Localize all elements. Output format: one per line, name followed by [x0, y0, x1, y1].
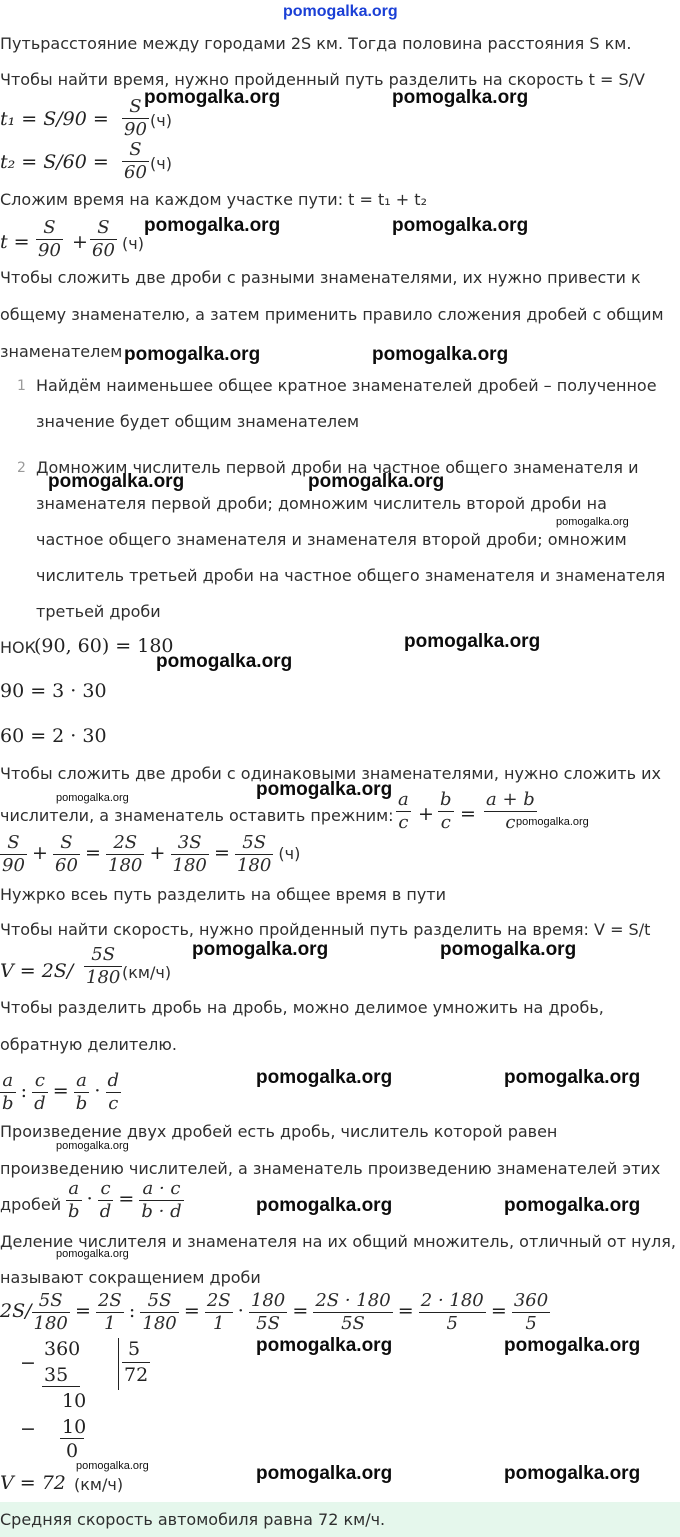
equals-sign: = — [292, 1300, 309, 1322]
frac-num: 2S — [106, 832, 144, 855]
frac-num: 2S · 180 — [315, 1290, 391, 1311]
frac-den: 90 — [124, 119, 147, 140]
formula-t: t = — [0, 231, 30, 253]
frac-num: a — [66, 1178, 82, 1201]
frac-num: 180 — [250, 1290, 286, 1311]
frac-den: 60 — [124, 162, 147, 183]
frac-num: c — [32, 1070, 48, 1093]
frac-den: 180 — [33, 1313, 68, 1334]
fraction-sum-row — [0, 832, 300, 877]
frac-den: 180 — [86, 967, 121, 988]
frac-den: 90 — [38, 240, 61, 261]
text-line-product-1: Произведение двух дробей есть дробь, числитель которой равен — [0, 1122, 558, 1141]
division-rule-formula — [0, 1070, 121, 1115]
frac-den: d — [99, 1201, 112, 1222]
frac-num: 5S — [32, 1290, 70, 1313]
long-division-minus-1: − — [20, 1352, 36, 1374]
long-division-rule-1 — [42, 1386, 80, 1387]
long-division-rule-2 — [60, 1438, 84, 1439]
list-item-2-line-5: третьей дроби — [36, 602, 161, 621]
fraction-t2 — [122, 139, 149, 184]
frac-den: 5 — [446, 1313, 458, 1334]
frac-num: a · c — [139, 1178, 183, 1201]
equals-sign: = — [397, 1300, 414, 1322]
watermark: pomogalka.org — [56, 1248, 129, 1260]
watermark: pomogalka.org — [56, 792, 129, 804]
long-division-remainder-final: 0 — [66, 1440, 79, 1462]
equals-sign: = — [490, 1300, 507, 1322]
text-line-product-2: произведению числителей, а знаменатель произведению знаменателей этих — [0, 1159, 661, 1178]
watermark: pomogalka.org — [516, 816, 589, 828]
answer-banner — [0, 1502, 680, 1537]
frac-num: 3S — [171, 832, 209, 855]
long-division-remainder-1: 10 — [62, 1390, 87, 1412]
frac-num: S — [122, 139, 149, 162]
long-division-quotient: 72 — [124, 1364, 149, 1386]
list-item-1-line-1: Найдём наименьшее общее кратное знаменателей дробей – полученное — [36, 376, 657, 395]
long-division-subtrahend-1: 35 — [44, 1364, 69, 1386]
text-line-total-time: Нужрко всеь путь разделить на общее время в пути — [0, 885, 447, 904]
watermark: pomogalka.org — [144, 87, 281, 108]
frac-num: 5S — [235, 832, 273, 855]
watermark: pomogalka.org — [392, 215, 529, 236]
watermark: pomogalka.org — [256, 1335, 393, 1356]
frac-num: S — [36, 217, 63, 240]
watermark: pomogalka.org — [144, 215, 281, 236]
watermark: pomogalka.org — [504, 1067, 641, 1088]
frac-den: 1 — [213, 1313, 225, 1334]
watermark: pomogalka.org — [504, 1463, 641, 1484]
unit-hours: (ч) — [150, 154, 172, 173]
watermark: pomogalka.org — [48, 471, 185, 492]
formula-t1: t₁ = S/90 = — [0, 108, 109, 130]
equals-sign: = — [183, 1300, 200, 1322]
equals-sign: = — [118, 1188, 135, 1210]
equals-sign: = — [85, 842, 101, 864]
colon-sign: : — [128, 1300, 136, 1322]
frac-num: S — [90, 217, 117, 240]
nok-formula: (90, 60) = 180 — [34, 635, 174, 657]
frac-den: b — [75, 1093, 88, 1114]
long-division-subtrahend-2: 10 — [62, 1416, 87, 1438]
formula-90: 90 = 3 · 30 — [0, 680, 107, 702]
formula-t2: t₂ = S/60 = — [0, 151, 109, 173]
watermark: pomogalka.org — [256, 1463, 393, 1484]
frac-den: 5S — [256, 1313, 280, 1334]
frac-den: c — [108, 1093, 119, 1114]
plus-sign: + — [72, 231, 88, 253]
frac-den: d — [34, 1093, 46, 1114]
frac-num: 2 · 180 — [420, 1290, 484, 1311]
list-item-1-line-2: значение будет общим знаменателем — [36, 412, 360, 431]
fraction-s90 — [36, 217, 63, 262]
watermark: pomogalka.org — [392, 87, 529, 108]
frac-den: 60 — [92, 240, 115, 261]
watermark: pomogalka.org — [156, 651, 293, 672]
list-number-2: 2 — [17, 460, 26, 476]
watermark: pomogalka.org — [56, 1140, 129, 1152]
frac-num: 2S — [206, 1290, 231, 1311]
equals-sign: = — [460, 803, 476, 825]
text-line-same-denominator-1: Чтобы сложить две дроби с одинаковыми знаменателями, нужно сложить их — [0, 764, 661, 783]
frac-den: 5 — [525, 1313, 537, 1334]
dot-sign: · — [86, 1188, 93, 1210]
text-line-reduce-1: Деление числителя и знаменателя на их общий множитель, отличный от нуля, — [0, 1232, 676, 1251]
plus-sign: + — [149, 842, 166, 864]
text-line-product-3: дробей — [0, 1195, 62, 1214]
long-division-quotient-rule — [122, 1362, 150, 1363]
plus-sign: + — [418, 803, 434, 825]
watermark: pomogalka.org — [504, 1195, 641, 1216]
text-line-fractions-1: Чтобы сложить две дроби с разными знаменателями, их нужно привести к — [0, 268, 641, 287]
text-line-speed-rule: Чтобы найти скорость, нужно пройденный путь разделить на время: V = S/t — [0, 920, 651, 939]
frac-den: b — [68, 1201, 80, 1222]
watermark: pomogalka.org — [556, 516, 629, 528]
frac-den: 5S — [341, 1313, 365, 1334]
formula-60: 60 = 2 · 30 — [0, 725, 107, 747]
unit-kmh: (км/ч) — [122, 963, 172, 982]
formula-prefix: 2S/ — [0, 1300, 32, 1322]
plus-sign: + — [32, 842, 48, 864]
frac-den: 180 — [108, 855, 143, 876]
equals-sign: = — [213, 842, 230, 864]
text-line-reduce-2: называют сокращением дроби — [0, 1268, 261, 1287]
unit-hours: (ч) — [150, 111, 172, 130]
watermark: pomogalka.org — [504, 1335, 641, 1356]
watermark: pomogalka.org — [256, 1067, 393, 1088]
final-speed-formula: V = 72 — [0, 1472, 66, 1494]
frac-num: c — [98, 1178, 114, 1201]
long-division-divisor: 5 — [128, 1338, 141, 1360]
frac-num: S — [0, 832, 27, 855]
frac-den: 1 — [104, 1313, 116, 1334]
frac-den: 90 — [2, 855, 25, 876]
unit-kmh: (км/ч) — [74, 1475, 124, 1494]
frac-num: 360 — [513, 1290, 549, 1311]
text-line-distance: Путьрасстояние между городами 2S км. Тогда половина расстояния S км. — [0, 34, 632, 53]
frac-den: 180 — [142, 1313, 177, 1334]
watermark: pomogalka.org — [124, 344, 261, 365]
text-line-fractions-3: знаменателем — [0, 342, 123, 361]
colon-sign: : — [20, 1080, 28, 1102]
fraction-b-c — [438, 789, 454, 834]
unit-hours: (ч) — [122, 234, 144, 253]
frac-num: d — [107, 1070, 120, 1091]
watermark: pomogalka.org — [192, 939, 329, 960]
text-line-divide-1: Чтобы разделить дробь на дробь, можно делимое умножить на дробь, — [0, 998, 604, 1017]
dot-sign: · — [237, 1300, 244, 1322]
frac-den: 180 — [236, 855, 272, 876]
text-line-same-denominator-2: числители, а знаменатель оставить прежним: — [0, 806, 394, 825]
frac-num: a — [398, 789, 409, 810]
list-item-2-line-4: числитель третьей дроби на частное общего знаменателя и знаменателя — [36, 566, 666, 585]
frac-num: S — [53, 832, 80, 855]
fraction-a-c — [396, 789, 411, 834]
watermark: pomogalka.org — [256, 1195, 393, 1216]
watermark: pomogalka.org — [256, 779, 393, 800]
text-line-sum-time: Сложим время на каждом участке пути: t = t₁ + t₂ — [0, 190, 427, 209]
formula-v: V = 2S/ — [0, 960, 74, 982]
fraction-5s-180 — [84, 944, 122, 989]
product-rule-formula — [66, 1178, 184, 1223]
frac-den: c — [398, 812, 409, 833]
list-item-2-line-1: Домножим числитель первой дроби на частное общего знаменателя и — [36, 458, 639, 477]
frac-den: 180 — [172, 855, 207, 876]
watermark: pomogalka.org — [404, 631, 541, 652]
unit-hours: (ч) — [278, 844, 301, 863]
dot-sign: · — [94, 1080, 101, 1102]
watermark: pomogalka.org — [372, 344, 509, 365]
list-item-2-line-3: частное общего знаменателя и знаменателя второй дроби; омножим — [36, 530, 627, 549]
fraction-s60 — [90, 217, 117, 262]
long-division-dividend: 360 — [44, 1338, 81, 1360]
long-division-minus-2: − — [20, 1418, 36, 1440]
frac-den: b — [2, 1093, 14, 1114]
text-line-divide-2: обратную делителю. — [0, 1035, 177, 1054]
list-item-2-line-2: знаменателя первой дроби; домножим числитель второй дроби на — [36, 494, 607, 513]
frac-den: c — [505, 812, 516, 833]
frac-num: a + b — [486, 789, 535, 810]
frac-num: a — [74, 1070, 90, 1093]
frac-num: S — [122, 96, 149, 119]
frac-den: 60 — [55, 855, 78, 876]
header-watermark: pomogalka.org — [283, 3, 398, 20]
nok-label: НОК — [0, 638, 36, 657]
watermark: pomogalka.org — [76, 1460, 149, 1472]
watermark: pomogalka.org — [440, 939, 577, 960]
answer-text: Средняя скорость автомобиля равна 72 км/ч. — [0, 1510, 386, 1529]
watermark: pomogalka.org — [308, 471, 445, 492]
frac-num: 2S — [97, 1290, 122, 1311]
text-line-fractions-2: общему знаменателю, а затем применить правило сложения дробей с общим — [0, 305, 664, 324]
speed-computation-row — [0, 1290, 550, 1335]
frac-num: a — [0, 1070, 16, 1093]
frac-num: 5S — [84, 944, 122, 967]
equals-sign: = — [52, 1080, 69, 1102]
text-line-time-rule: Чтобы найти время, нужно пройденный путь разделить на скорость t = S/V — [0, 70, 645, 89]
list-number-1: 1 — [17, 378, 26, 394]
frac-den: b · d — [141, 1201, 182, 1222]
frac-num: b — [440, 789, 452, 810]
frac-num: 5S — [140, 1290, 178, 1313]
long-division-bracket — [118, 1338, 119, 1390]
equals-sign: = — [74, 1300, 91, 1322]
frac-den: c — [440, 812, 451, 833]
